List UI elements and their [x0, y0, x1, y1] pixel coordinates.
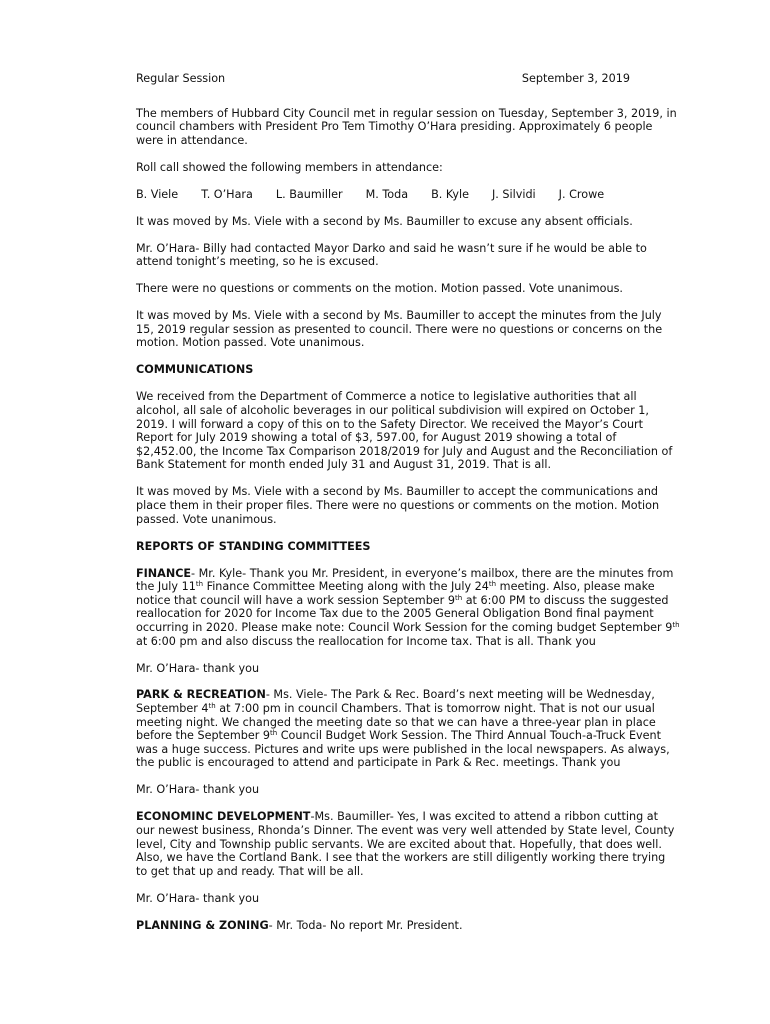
finance-text: at 6:00 PM to discuss the suggested reallocation for 2020 for Income Tax due to the 2005 General Obligation Bond final payment occurring in 2020. Please make note: Council Work Session for the coming budget September 9 — [136, 593, 673, 634]
communications-motion: It was moved by Ms. Viele with a second by Ms. Baumiller to accept the communications and place them in their proper files. There were no questions or comments on the motion. Motion passed. Vote unanimous. — [136, 485, 660, 526]
finance-report — [136, 567, 680, 649]
intro-paragraph: The members of Hubbard City Council met in regular session on Tuesday, September 3, 2019, in council chambers with President Pro Tem Timothy O’Hara presiding. Approximately 6 people were in attendance. — [136, 106, 677, 147]
park-recreation-text: - Ms. Viele- The Park & Rec. Board’s next meeting will be Wednesday, September 4 — [136, 688, 655, 716]
ordinal-suffix: th — [672, 620, 680, 629]
park-recreation-text: Council Budget Work Session. The Third Annual Touch-a-Truck Event was a huge success. Pictures and write ups were published in the local newspapers. As always, the public is encouraged to attend and participate in Park & Rec. meetings. Thank you — [136, 729, 670, 770]
park-recreation-text: at 7:00 pm in council Chambers. That is tomorrow night. That is not our usual meeting night. We changed the meeting date so that we can have a three-year plan in place before the September 9 — [136, 702, 656, 743]
ordinal-suffix: th — [195, 580, 204, 589]
planning-zoning-text: - Mr. Toda- No report Mr. President. — [268, 918, 463, 932]
chair-thanks: Mr. O’Hara- thank you — [136, 661, 260, 675]
ordinal-suffix: th — [208, 702, 216, 711]
document-header — [136, 72, 630, 86]
ordinal-suffix: th — [270, 729, 278, 738]
roll-call-member: M. Toda — [365, 187, 409, 201]
motion-passed: There were no questions or comments on the motion. Motion passed. Vote unanimous. — [136, 282, 623, 296]
chair-thanks: Mr. O’Hara- thank you — [136, 891, 260, 905]
roll-call-member: L. Baumiller — [275, 187, 343, 201]
park-recreation-label: PARK & RECREATION — [136, 688, 266, 702]
planning-zoning-report — [136, 919, 680, 933]
roll-call-list — [136, 188, 680, 202]
finance-text: at 6:00 pm and also discuss the reallocation for Income tax. That is all. Thank you — [136, 634, 596, 648]
roll-call-member: J. Silvidi — [491, 187, 536, 201]
session-label: Regular Session — [136, 72, 226, 85]
roll-call-intro: Roll call showed the following members in attendance: — [136, 160, 443, 174]
finance-text: - Mr. Kyle- Thank you Mr. President, in everyone’s mailbox, there are the minutes from the July 11 — [136, 566, 674, 594]
roll-call-member: B. Viele — [136, 187, 179, 201]
document-body — [136, 72, 680, 946]
meeting-date: September 3, 2019 — [521, 72, 630, 85]
communications-body: We received from the Department of Commerce a notice to legislative authorities that all alcohol, all sale of alcoholic beverages in our political subdivision will expired on October 1, 2019. I will forward a copy of this on to the Safety Director. We received the Mayor’s Court Report for July 2019 showing a total of $3, 597.00, for August 2019 showing a total of $2,452.00, the Income Tax Comparison 2018/2019 for July and August and the Reconciliation of Bank Statement for month ended July 31 and August 31, 2019. That is all. — [136, 390, 673, 472]
economic-development-label: ECONOMINC DEVELOPMENT — [136, 810, 311, 824]
roll-call-member: J. Crowe — [558, 187, 605, 201]
excuse-motion: It was moved by Ms. Viele with a second by Ms. Baumiller to excuse any absent officials. — [136, 214, 633, 228]
standing-committees-heading: REPORTS OF STANDING COMMITTEES — [136, 539, 371, 553]
finance-text: Finance Committee Meeting along with the July 24 — [203, 580, 489, 594]
chair-thanks: Mr. O’Hara- thank you — [136, 783, 260, 797]
minutes-motion: It was moved by Ms. Viele with a second by Ms. Baumiller to accept the minutes from the July 15, 2019 regular session as presented to council. There were no questions or concerns on the motion. Motion passed. Vote unanimous. — [136, 309, 663, 350]
darko-note: Mr. O’Hara- Billy had contacted Mayor Darko and said he wasn’t sure if he would be able to attend tonight’s meeting, so he is excused. — [136, 241, 647, 269]
planning-zoning-label: PLANNING & ZONING — [136, 918, 269, 932]
roll-call-member: B. Kyle — [431, 187, 469, 201]
ordinal-suffix: th — [488, 580, 497, 589]
roll-call-member: T. O’Hara — [201, 187, 253, 201]
finance-label: FINANCE — [136, 566, 192, 580]
finance-text: meeting. Also, please make notice that council will have a work session September 9 — [136, 580, 655, 607]
economic-development-text: -Ms. Baumiller- Yes, I was excited to attend a ribbon cutting at our newest business, Rhonda’s Dinner. The event was very well attended by State level, County level, City and Township public servants. We are excited about that. Hopefully, that does well. Also, we have the Cortland Bank. I see that the workers are still diligently working there trying to get that up and ready. That will be all. — [136, 810, 675, 878]
communications-heading: COMMUNICATIONS — [136, 363, 254, 377]
park-recreation-report — [136, 688, 680, 770]
economic-development-report — [136, 810, 680, 878]
ordinal-suffix: th — [454, 593, 463, 602]
